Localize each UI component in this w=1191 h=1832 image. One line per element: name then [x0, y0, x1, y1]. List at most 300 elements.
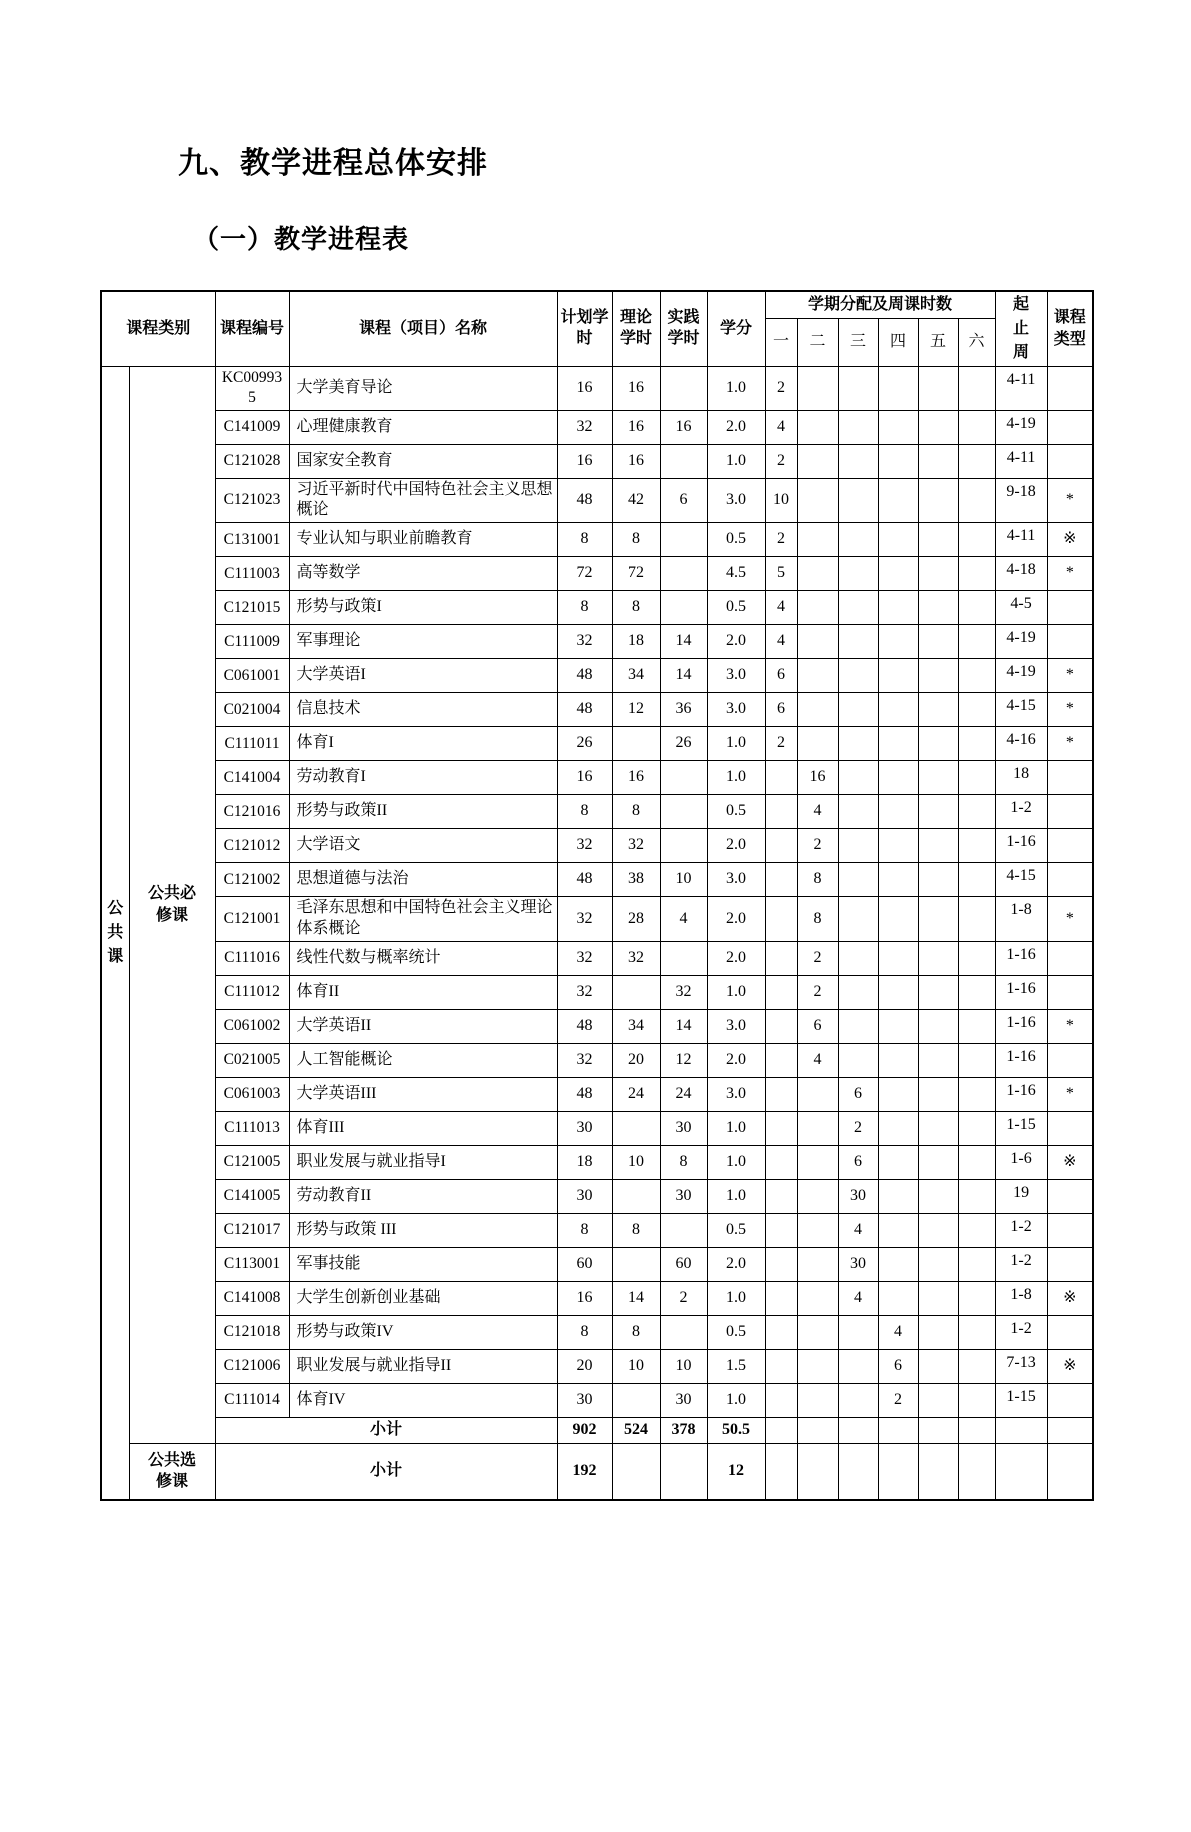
course-code-cell: C111014	[215, 1383, 289, 1417]
course-code-cell: C111009	[215, 625, 289, 659]
semester-1-hours-cell	[765, 829, 797, 863]
empty-cell	[612, 1443, 660, 1500]
header-credits: 学分	[707, 291, 765, 367]
table-header	[101, 291, 1093, 367]
course-name-cell: 国家安全教育	[289, 444, 557, 478]
course-type-cell: *	[1047, 727, 1093, 761]
course-name-cell: 人工智能概论	[289, 1043, 557, 1077]
header-course-name: 课程（项目）名称	[289, 291, 557, 367]
semester-1-hours-cell: 4	[765, 410, 797, 444]
section-title: 九、教学进程总体安排	[178, 147, 488, 180]
theory-hours-cell	[612, 975, 660, 1009]
semester-1-hours-cell	[765, 1145, 797, 1179]
weeks-cell: 4-5	[995, 591, 1047, 625]
weeks-cell: 1-15	[995, 1383, 1047, 1417]
course-row	[101, 625, 1093, 659]
semester-2-hours-cell	[797, 591, 838, 625]
course-name-cell: 心理健康教育	[289, 410, 557, 444]
semester-6-hours-cell	[958, 591, 995, 625]
credits-cell: 1.0	[707, 444, 765, 478]
required-subtotal-plan: 902	[557, 1417, 612, 1443]
semester-1-hours-cell	[765, 1281, 797, 1315]
course-code-cell: C121002	[215, 863, 289, 897]
semester-4-hours-cell	[878, 625, 918, 659]
semester-5-hours-cell	[918, 1349, 958, 1383]
theory-hours-cell: 8	[612, 591, 660, 625]
credits-cell: 1.0	[707, 761, 765, 795]
course-row	[101, 1111, 1093, 1145]
credits-cell: 0.5	[707, 795, 765, 829]
semester-5-hours-cell	[918, 478, 958, 523]
course-code-cell: C121001	[215, 897, 289, 942]
course-row	[101, 1383, 1093, 1417]
header-weeks	[995, 291, 1047, 367]
semester-2-hours-cell: 2	[797, 941, 838, 975]
semester-5-hours-cell	[918, 410, 958, 444]
semester-5-hours-cell	[918, 523, 958, 557]
semester-6-hours-cell	[958, 795, 995, 829]
semester-2-hours-cell	[797, 557, 838, 591]
theory-hours-cell: 34	[612, 659, 660, 693]
course-code-cell: C131001	[215, 523, 289, 557]
semester-2-hours-cell	[797, 1349, 838, 1383]
practice-hours-cell: 4	[660, 897, 707, 942]
semester-4-hours-cell	[878, 1009, 918, 1043]
theory-hours-cell: 72	[612, 557, 660, 591]
course-name-cell: 形势与政策 III	[289, 1213, 557, 1247]
practice-hours-cell: 30	[660, 1383, 707, 1417]
theory-hours-cell: 10	[612, 1145, 660, 1179]
course-name-cell: 大学美育导论	[289, 367, 557, 410]
course-type-cell: *	[1047, 1009, 1093, 1043]
theory-hours-cell	[612, 727, 660, 761]
semester-2-hours-cell	[797, 625, 838, 659]
course-type-cell	[1047, 591, 1093, 625]
semester-1-hours-cell: 2	[765, 367, 797, 410]
practice-hours-cell	[660, 1213, 707, 1247]
planned-hours-cell: 8	[557, 523, 612, 557]
semester-3-hours-cell	[838, 367, 878, 410]
semester-3-hours-cell	[838, 1383, 878, 1417]
weeks-cell: 1-16	[995, 941, 1047, 975]
course-name-cell: 体育I	[289, 727, 557, 761]
semester-2-hours-cell: 8	[797, 863, 838, 897]
planned-hours-cell: 48	[557, 863, 612, 897]
weeks-cell: 1-15	[995, 1111, 1047, 1145]
header-semester-3: 三	[838, 319, 878, 367]
course-type-cell	[1047, 761, 1093, 795]
header-course-type	[1047, 291, 1093, 367]
credits-cell: 0.5	[707, 1213, 765, 1247]
semester-4-hours-cell	[878, 557, 918, 591]
practice-hours-cell: 8	[660, 1145, 707, 1179]
planned-hours-cell: 18	[557, 1145, 612, 1179]
planned-hours-cell: 48	[557, 1009, 612, 1043]
semester-6-hours-cell	[958, 659, 995, 693]
course-name-cell: 高等数学	[289, 557, 557, 591]
practice-hours-cell: 14	[660, 625, 707, 659]
planned-hours-cell: 8	[557, 591, 612, 625]
semester-2-hours-cell	[797, 659, 838, 693]
course-row	[101, 1281, 1093, 1315]
practice-hours-cell: 24	[660, 1077, 707, 1111]
semester-2-hours-cell	[797, 1315, 838, 1349]
course-row	[101, 1043, 1093, 1077]
semester-3-hours-cell: 4	[838, 1281, 878, 1315]
course-type-cell	[1047, 367, 1093, 410]
semester-4-hours-cell	[878, 975, 918, 1009]
planned-hours-cell: 32	[557, 829, 612, 863]
header-semester-6: 六	[958, 319, 995, 367]
planned-hours-cell: 8	[557, 1315, 612, 1349]
semester-4-hours-cell	[878, 727, 918, 761]
planned-hours-cell: 48	[557, 693, 612, 727]
semester-4-hours-cell	[878, 897, 918, 942]
empty-cell	[995, 1443, 1047, 1500]
empty-cell	[660, 1443, 707, 1500]
semester-2-hours-cell: 6	[797, 1009, 838, 1043]
weeks-cell: 4-19	[995, 410, 1047, 444]
semester-3-hours-cell	[838, 591, 878, 625]
credits-cell: 2.0	[707, 1043, 765, 1077]
semester-6-hours-cell	[958, 1281, 995, 1315]
semester-3-hours-cell	[838, 829, 878, 863]
semester-6-hours-cell	[958, 1009, 995, 1043]
practice-hours-cell	[660, 444, 707, 478]
theory-hours-cell: 20	[612, 1043, 660, 1077]
course-type-cell	[1047, 1247, 1093, 1281]
semester-1-hours-cell	[765, 1043, 797, 1077]
semester-3-hours-cell	[838, 1043, 878, 1077]
elective-subtotal-label: 小计	[215, 1443, 557, 1500]
practice-hours-cell	[660, 367, 707, 410]
planned-hours-cell: 48	[557, 478, 612, 523]
semester-6-hours-cell	[958, 478, 995, 523]
semester-1-hours-cell	[765, 941, 797, 975]
course-row	[101, 897, 1093, 942]
semester-1-hours-cell	[765, 1077, 797, 1111]
weeks-cell: 4-19	[995, 625, 1047, 659]
course-name-cell: 大学英语III	[289, 1077, 557, 1111]
semester-6-hours-cell	[958, 1145, 995, 1179]
semester-2-hours-cell	[797, 1247, 838, 1281]
course-code-cell: C061003	[215, 1077, 289, 1111]
course-name-cell: 军事理论	[289, 625, 557, 659]
semester-3-hours-cell	[838, 1349, 878, 1383]
weeks-cell: 1-2	[995, 1213, 1047, 1247]
semester-1-hours-cell: 10	[765, 478, 797, 523]
course-code-cell: C121017	[215, 1213, 289, 1247]
practice-hours-cell	[660, 1315, 707, 1349]
practice-hours-cell: 10	[660, 863, 707, 897]
semester-1-hours-cell	[765, 1349, 797, 1383]
semester-6-hours-cell	[958, 557, 995, 591]
semester-5-hours-cell	[918, 1315, 958, 1349]
semester-1-hours-cell	[765, 1315, 797, 1349]
category-elective-cell	[129, 1443, 215, 1500]
practice-hours-cell	[660, 829, 707, 863]
semester-5-hours-cell	[918, 941, 958, 975]
semester-1-hours-cell: 2	[765, 444, 797, 478]
semester-4-hours-cell: 2	[878, 1383, 918, 1417]
semester-5-hours-cell	[918, 625, 958, 659]
semester-6-hours-cell	[958, 1111, 995, 1145]
theory-hours-cell	[612, 1247, 660, 1281]
semester-2-hours-cell: 4	[797, 1043, 838, 1077]
empty-cell	[797, 1417, 838, 1443]
credits-cell: 0.5	[707, 523, 765, 557]
theory-hours-cell: 34	[612, 1009, 660, 1043]
course-row	[101, 444, 1093, 478]
planned-hours-cell: 32	[557, 941, 612, 975]
weeks-cell: 1-8	[995, 1281, 1047, 1315]
course-code-cell: C121018	[215, 1315, 289, 1349]
course-code-cell: C061002	[215, 1009, 289, 1043]
planned-hours-cell: 32	[557, 1043, 612, 1077]
semester-3-hours-cell: 30	[838, 1247, 878, 1281]
credits-cell: 0.5	[707, 591, 765, 625]
semester-4-hours-cell	[878, 829, 918, 863]
planned-hours-cell: 32	[557, 625, 612, 659]
theory-hours-cell: 12	[612, 693, 660, 727]
course-name-cell: 职业发展与就业指导I	[289, 1145, 557, 1179]
semester-3-hours-cell	[838, 410, 878, 444]
semester-3-hours-cell	[838, 444, 878, 478]
course-row	[101, 557, 1093, 591]
course-code-cell: C141004	[215, 761, 289, 795]
semester-6-hours-cell	[958, 444, 995, 478]
credits-cell: 1.0	[707, 367, 765, 410]
semester-1-hours-cell	[765, 795, 797, 829]
semester-1-hours-cell	[765, 1247, 797, 1281]
course-row	[101, 523, 1093, 557]
course-name-cell: 职业发展与就业指导II	[289, 1349, 557, 1383]
planned-hours-cell: 8	[557, 1213, 612, 1247]
credits-cell: 1.0	[707, 1383, 765, 1417]
empty-cell	[878, 1417, 918, 1443]
planned-hours-cell: 26	[557, 727, 612, 761]
semester-1-hours-cell: 6	[765, 693, 797, 727]
semester-5-hours-cell	[918, 557, 958, 591]
credits-cell: 1.5	[707, 1349, 765, 1383]
weeks-cell: 1-16	[995, 975, 1047, 1009]
planned-hours-cell: 8	[557, 795, 612, 829]
course-code-cell: C111011	[215, 727, 289, 761]
header-course-code: 课程编号	[215, 291, 289, 367]
semester-2-hours-cell	[797, 1213, 838, 1247]
semester-6-hours-cell	[958, 1349, 995, 1383]
course-type-cell	[1047, 975, 1093, 1009]
semester-3-hours-cell	[838, 727, 878, 761]
subsection-title: （一）教学进程表	[193, 223, 410, 254]
course-type-cell	[1047, 1179, 1093, 1213]
semester-4-hours-cell	[878, 1077, 918, 1111]
practice-hours-cell	[660, 941, 707, 975]
semester-6-hours-cell	[958, 367, 995, 410]
course-code-cell: C061001	[215, 659, 289, 693]
semester-3-hours-cell	[838, 625, 878, 659]
credits-cell: 3.0	[707, 478, 765, 523]
credits-cell: 1.0	[707, 975, 765, 1009]
practice-hours-cell	[660, 557, 707, 591]
semester-5-hours-cell	[918, 1043, 958, 1077]
header-semester-group: 学期分配及周课时数	[765, 291, 995, 319]
planned-hours-cell: 16	[557, 367, 612, 410]
semester-3-hours-cell: 4	[838, 1213, 878, 1247]
category-main-cell	[101, 367, 129, 1500]
course-type-cell	[1047, 941, 1093, 975]
planned-hours-cell: 48	[557, 659, 612, 693]
theory-hours-cell: 32	[612, 941, 660, 975]
semester-2-hours-cell	[797, 1383, 838, 1417]
semester-6-hours-cell	[958, 761, 995, 795]
semester-4-hours-cell	[878, 659, 918, 693]
course-row	[101, 941, 1093, 975]
semester-5-hours-cell	[918, 693, 958, 727]
semester-6-hours-cell	[958, 1077, 995, 1111]
course-name-cell: 线性代数与概率统计	[289, 941, 557, 975]
practice-hours-cell: 14	[660, 1009, 707, 1043]
credits-cell: 3.0	[707, 863, 765, 897]
weeks-cell: 7-13	[995, 1349, 1047, 1383]
planned-hours-cell: 16	[557, 1281, 612, 1315]
semester-3-hours-cell	[838, 975, 878, 1009]
course-code-cell: C121012	[215, 829, 289, 863]
semester-4-hours-cell	[878, 693, 918, 727]
weeks-cell: 1-16	[995, 1077, 1047, 1111]
course-type-cell: *	[1047, 659, 1093, 693]
semester-6-hours-cell	[958, 1179, 995, 1213]
course-name-cell: 信息技术	[289, 693, 557, 727]
course-row	[101, 1213, 1093, 1247]
semester-4-hours-cell	[878, 591, 918, 625]
practice-hours-cell: 12	[660, 1043, 707, 1077]
course-name-cell: 劳动教育I	[289, 761, 557, 795]
semester-3-hours-cell	[838, 1315, 878, 1349]
course-type-cell: ※	[1047, 523, 1093, 557]
course-row	[101, 761, 1093, 795]
practice-hours-cell: 2	[660, 1281, 707, 1315]
weeks-cell: 9-18	[995, 478, 1047, 523]
course-type-cell: *	[1047, 1077, 1093, 1111]
credits-cell: 2.0	[707, 897, 765, 942]
semester-1-hours-cell: 2	[765, 523, 797, 557]
semester-5-hours-cell	[918, 444, 958, 478]
semester-2-hours-cell	[797, 693, 838, 727]
theory-hours-cell	[612, 1111, 660, 1145]
course-code-cell: C141005	[215, 1179, 289, 1213]
practice-hours-cell	[660, 523, 707, 557]
semester-1-hours-cell	[765, 1383, 797, 1417]
practice-hours-cell: 16	[660, 410, 707, 444]
weeks-cell: 4-16	[995, 727, 1047, 761]
theory-hours-cell: 8	[612, 795, 660, 829]
empty-cell	[1047, 1417, 1093, 1443]
credits-cell: 2.0	[707, 829, 765, 863]
planned-hours-cell: 32	[557, 410, 612, 444]
course-name-cell: 专业认知与职业前瞻教育	[289, 523, 557, 557]
semester-3-hours-cell	[838, 941, 878, 975]
practice-hours-cell: 36	[660, 693, 707, 727]
semester-2-hours-cell	[797, 410, 838, 444]
course-name-cell: 形势与政策I	[289, 591, 557, 625]
semester-2-hours-cell	[797, 1145, 838, 1179]
course-name-cell: 大学生创新创业基础	[289, 1281, 557, 1315]
weeks-cell: 4-18	[995, 557, 1047, 591]
credits-cell: 3.0	[707, 659, 765, 693]
empty-cell	[918, 1443, 958, 1500]
semester-3-hours-cell	[838, 863, 878, 897]
semester-6-hours-cell	[958, 693, 995, 727]
semester-2-hours-cell	[797, 444, 838, 478]
semester-1-hours-cell: 4	[765, 625, 797, 659]
semester-2-hours-cell	[797, 523, 838, 557]
course-name-cell: 大学英语I	[289, 659, 557, 693]
credits-cell: 3.0	[707, 1009, 765, 1043]
required-subtotal-theory: 524	[612, 1417, 660, 1443]
empty-cell	[765, 1417, 797, 1443]
practice-hours-cell: 30	[660, 1179, 707, 1213]
semester-2-hours-cell: 2	[797, 975, 838, 1009]
planned-hours-cell: 32	[557, 975, 612, 1009]
planned-hours-cell: 30	[557, 1383, 612, 1417]
course-code-cell: C121015	[215, 591, 289, 625]
course-type-cell: *	[1047, 478, 1093, 523]
course-name-cell: 劳动教育II	[289, 1179, 557, 1213]
semester-5-hours-cell	[918, 1077, 958, 1111]
course-type-cell	[1047, 410, 1093, 444]
semester-5-hours-cell	[918, 1145, 958, 1179]
course-type-cell	[1047, 444, 1093, 478]
course-name-cell: 体育II	[289, 975, 557, 1009]
empty-cell	[797, 1443, 838, 1500]
course-name-cell: 形势与政策II	[289, 795, 557, 829]
credits-cell: 1.0	[707, 1145, 765, 1179]
course-type-cell	[1047, 795, 1093, 829]
header-planned-hours: 计划学时	[557, 291, 612, 367]
planned-hours-cell: 72	[557, 557, 612, 591]
course-row	[101, 591, 1093, 625]
course-code-cell: C141008	[215, 1281, 289, 1315]
course-row	[101, 795, 1093, 829]
semester-2-hours-cell	[797, 478, 838, 523]
course-code-cell: C121023	[215, 478, 289, 523]
empty-cell	[878, 1443, 918, 1500]
semester-4-hours-cell	[878, 478, 918, 523]
empty-cell	[765, 1443, 797, 1500]
empty-cell	[918, 1417, 958, 1443]
credits-cell: 1.0	[707, 727, 765, 761]
course-name-cell: 毛泽东思想和中国特色社会主义理论体系概论	[289, 897, 557, 942]
course-row	[101, 659, 1093, 693]
semester-4-hours-cell	[878, 410, 918, 444]
course-code-cell: C121006	[215, 1349, 289, 1383]
semester-3-hours-cell	[838, 761, 878, 795]
empty-cell	[1047, 1443, 1093, 1500]
semester-6-hours-cell	[958, 1043, 995, 1077]
credits-cell: 0.5	[707, 1315, 765, 1349]
course-type-cell: *	[1047, 693, 1093, 727]
course-row	[101, 478, 1093, 523]
course-type-cell	[1047, 1043, 1093, 1077]
course-name-cell: 习近平新时代中国特色社会主义思想概论	[289, 478, 557, 523]
required-subtotal-practice: 378	[660, 1417, 707, 1443]
semester-1-hours-cell	[765, 975, 797, 1009]
semester-2-hours-cell	[797, 1179, 838, 1213]
course-row	[101, 1247, 1093, 1281]
semester-1-hours-cell	[765, 1111, 797, 1145]
course-row	[101, 1009, 1093, 1043]
